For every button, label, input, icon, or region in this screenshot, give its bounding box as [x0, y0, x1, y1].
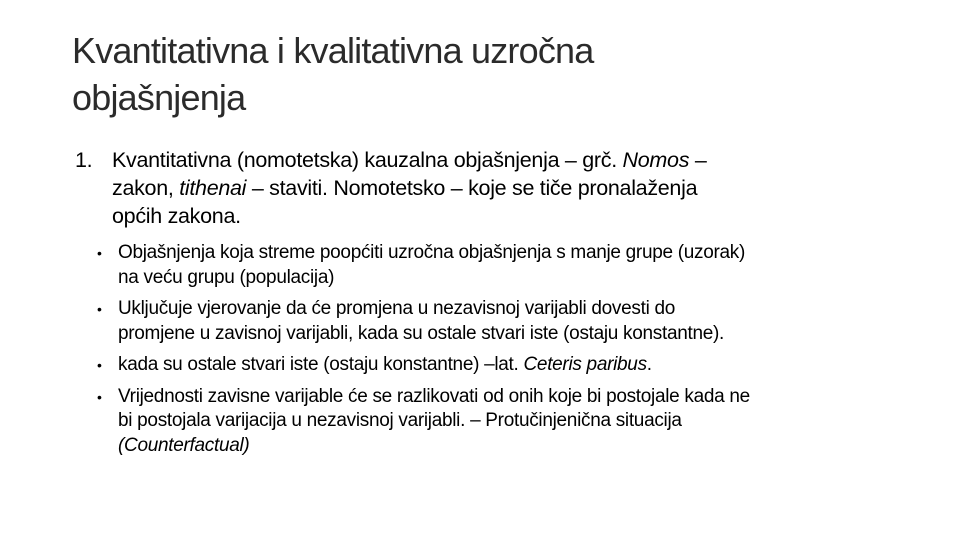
bullet-item-2	[97, 297, 907, 346]
slide-title-line-2: objašnjenja	[72, 77, 246, 118]
bullet-item-4	[97, 385, 907, 459]
bullet-list	[97, 241, 907, 465]
bullet-marker-icon: •	[97, 357, 102, 373]
bullet-marker-icon: •	[97, 245, 102, 261]
numbered-list	[75, 146, 865, 230]
bullet-item-3	[97, 353, 907, 378]
bullet-text: Vrijednosti zavisne varijable će se razlikovati od onih koje bi postojale kada ne bi postojala varijacija u nezavisnoj varijabli. – Protučinjenična situacija (Counterfactual)	[118, 385, 750, 456]
bullet-text: kada su ostale stvari iste (ostaju konstantne) –lat. Ceteris paribus.	[118, 354, 652, 375]
numbered-item-text: Kvantitativna (nomotetska) kauzalna objašnjenja – grč. Nomos – zakon, tithenai – staviti. Nomotetsko – koje se tiče pronalaženja općih zakona.	[112, 148, 707, 228]
bullet-text: Uključuje vjerovanje da će promjena u nezavisnoj varijabli dovesti do promjene u zavisnoj varijabli, kada su ostale stvari iste (ostaju konstantne).	[118, 298, 725, 344]
numbered-item-1	[75, 146, 865, 230]
slide-title	[72, 27, 593, 121]
bullet-item-1	[97, 241, 907, 290]
bullet-marker-icon: •	[97, 301, 102, 317]
numbered-item-number: 1.	[75, 148, 93, 172]
bullet-text: Objašnjenja koja streme poopćiti uzročna objašnjenja s manje grupe (uzorak) na veću grupu (populacija)	[118, 242, 746, 288]
bullet-marker-icon: •	[97, 388, 102, 405]
slide-title-line-1: Kvantitativna i kvalitativna uzročna	[72, 30, 594, 71]
